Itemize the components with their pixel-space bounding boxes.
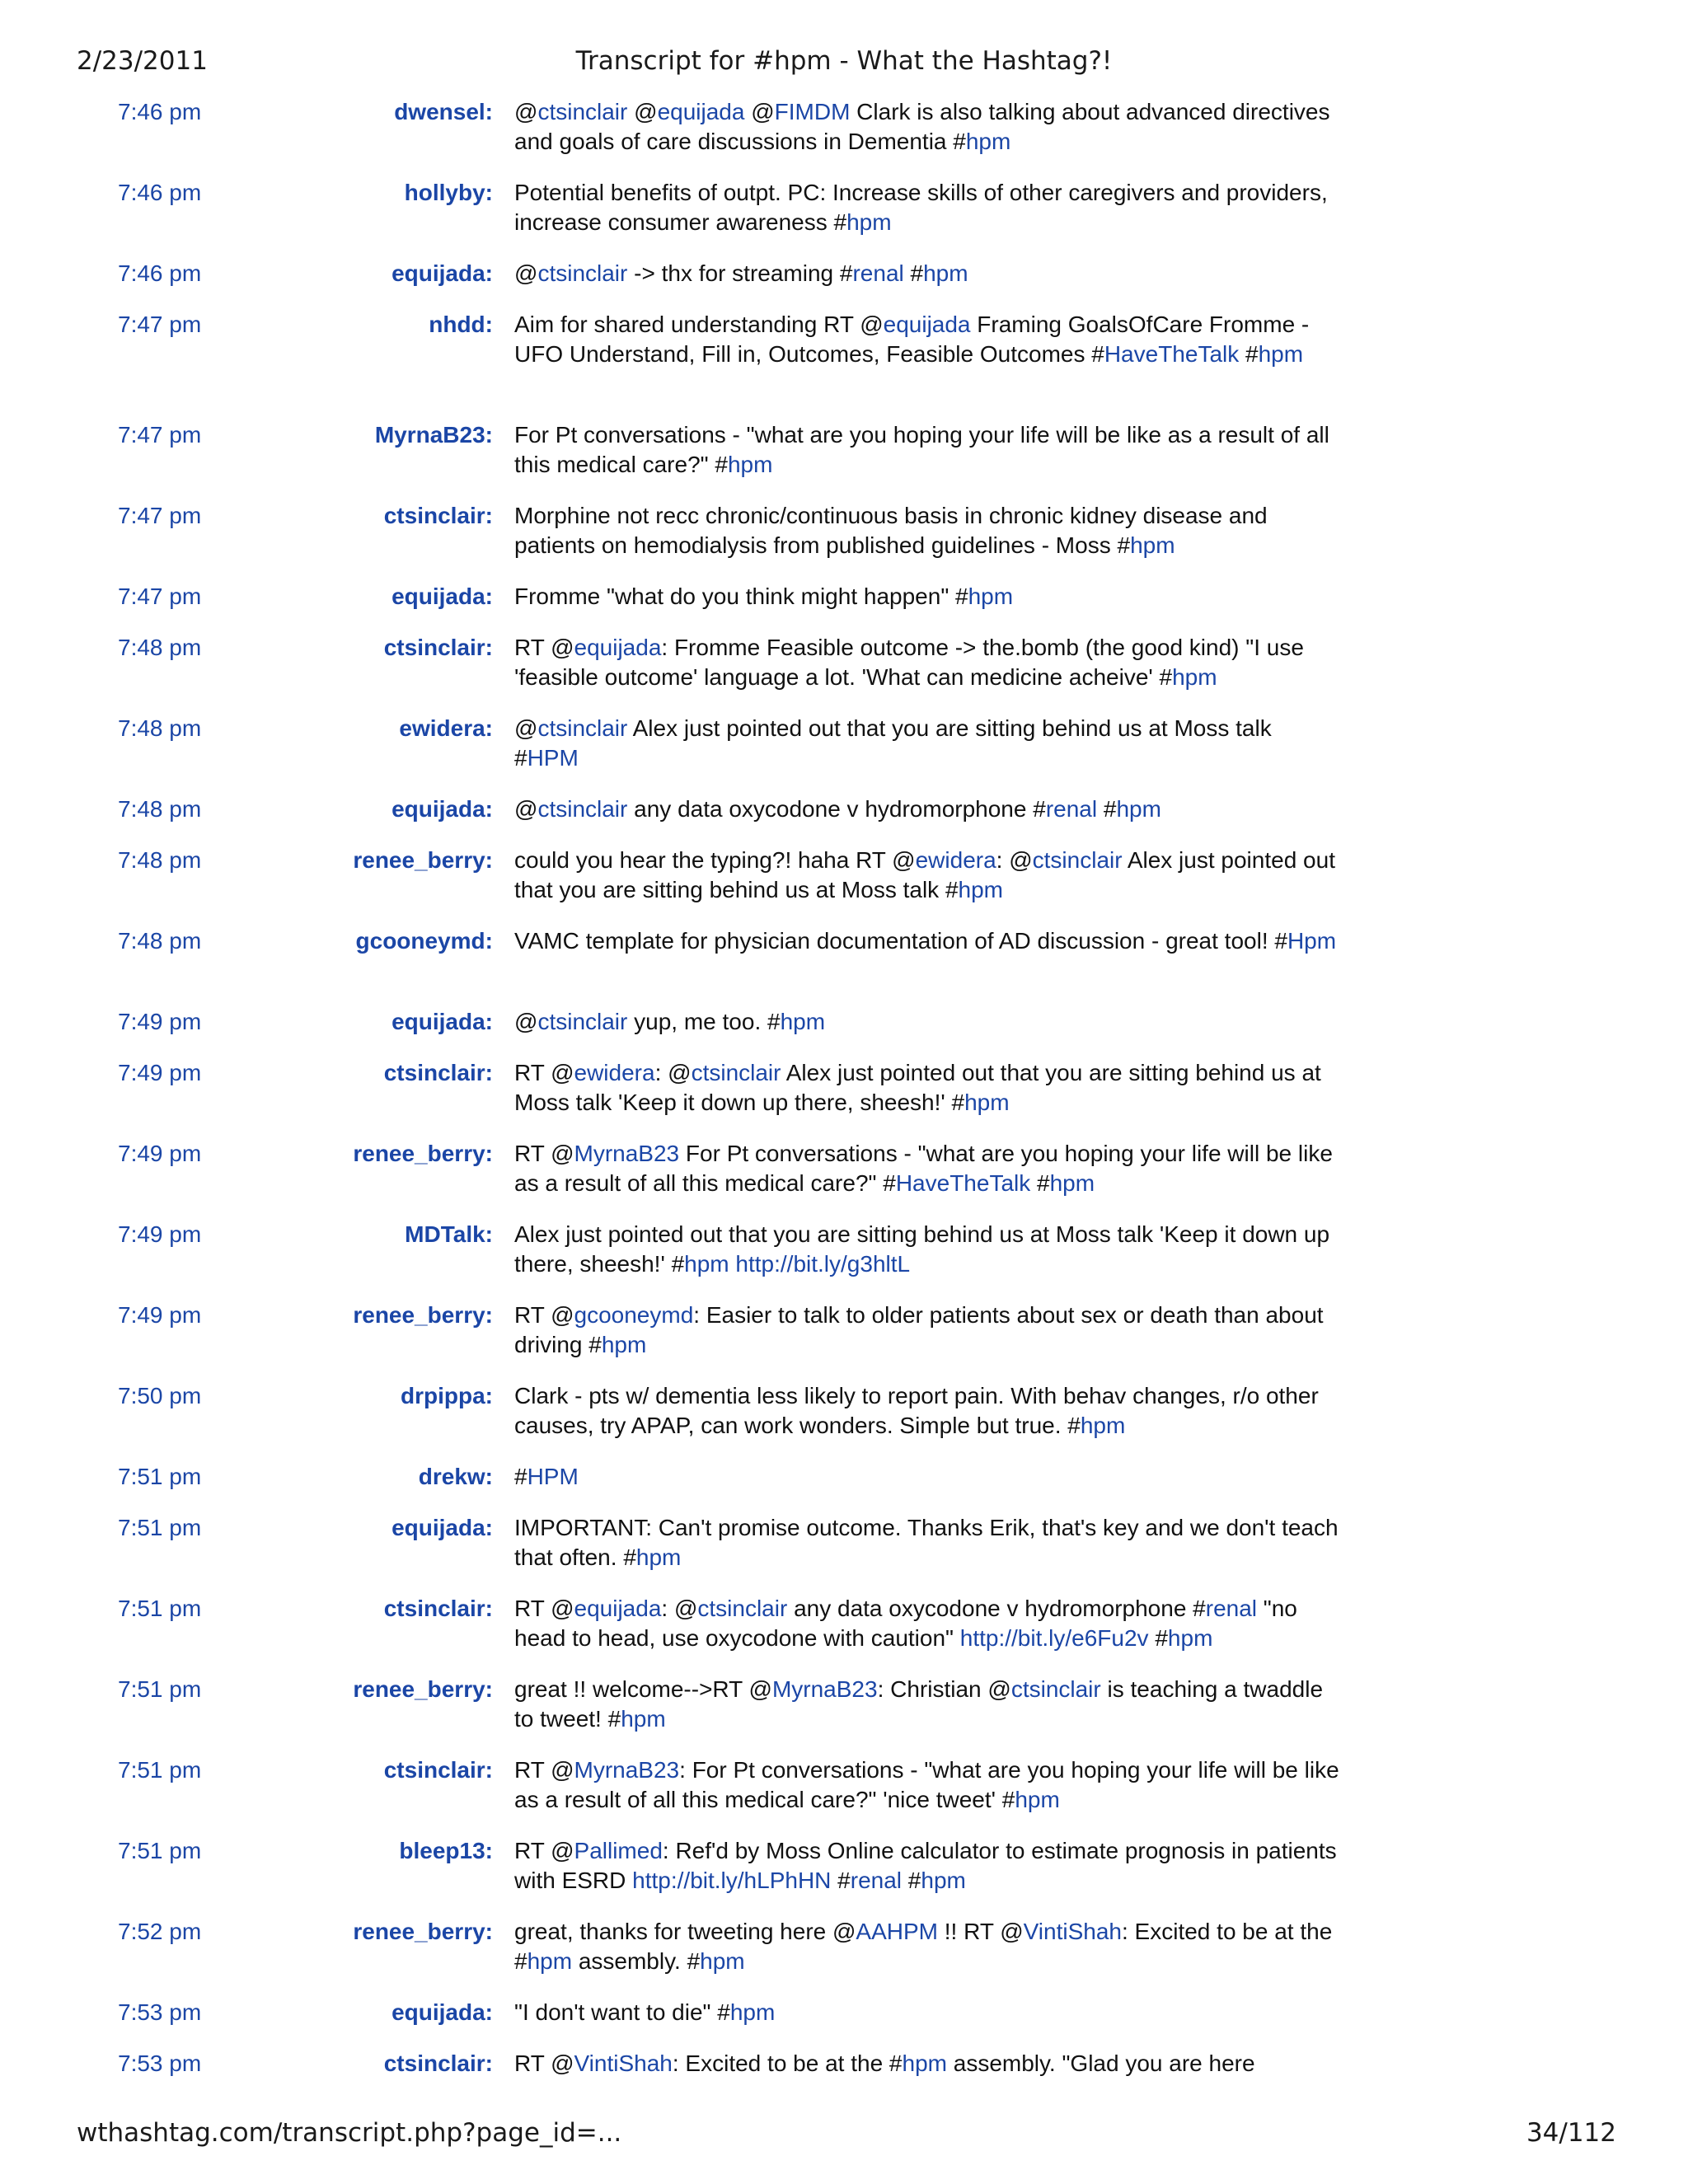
tweet-text-segment: # [902, 1868, 921, 1893]
tweet-text-segment: VAMC template for physician documentation of AD discussion - great tool! # [514, 928, 1287, 954]
tweet-text [514, 1836, 1340, 1896]
tweet-link[interactable]: ctsinclair [537, 796, 628, 822]
tweet-text [514, 1301, 1340, 1360]
tweet-link[interactable]: hpm [684, 1251, 729, 1277]
tweet-link[interactable]: HPM [527, 1464, 579, 1489]
transcript-row [0, 1998, 1688, 2049]
transcript-row [0, 420, 1688, 501]
tweet-link[interactable]: hpm [968, 583, 1014, 609]
tweet-text-segment: : Ref'd by Moss Online calculator to estimate prognosis in patients with ESRD [514, 1838, 1337, 1893]
tweet-text-segment: is teaching a twaddle to tweet! # [514, 1676, 1324, 1732]
tweet-text-segment: : Excited to be at the # [514, 1919, 1333, 1974]
tweet-text [514, 178, 1340, 237]
tweet-text-segment: @ [627, 99, 658, 124]
tweet-text [514, 1220, 1340, 1279]
page-number: 34/112 [1526, 2118, 1616, 2148]
tweet-text-segment: RT @ [514, 2050, 574, 2076]
tweet-text [514, 846, 1340, 905]
tweet-text-segment: : Fromme Feasible outcome -> the.bomb (the good kind) "I use 'feasible outcome' language a lot. 'What can medicine acheive' # [514, 635, 1304, 690]
tweet-text-segment: @ [514, 99, 538, 124]
tweet-text-segment: Clark is also talking about advanced directives and goals of care discussions in Dementia # [514, 99, 1330, 154]
tweet-link[interactable]: ctsinclair [537, 260, 628, 286]
tweet-text [514, 420, 1340, 480]
username-link[interactable]: equijada: [392, 796, 493, 822]
tweet-link[interactable]: hpm [923, 260, 968, 286]
tweet-time-link[interactable]: 7:48 pm [118, 847, 202, 873]
tweet-text [514, 501, 1340, 560]
tweet-text [514, 1998, 1340, 2027]
tweet-link[interactable]: ctsinclair [537, 715, 628, 741]
tweet-text-segment: "I don't want to die" # [514, 1999, 730, 2025]
page-title: Transcript for #hpm - What the Hashtag?! [575, 46, 1113, 76]
tweet-text-segment: : @ [661, 1596, 698, 1621]
tweet-time-link[interactable]: 7:51 pm [118, 1757, 202, 1783]
transcript-row [0, 1755, 1688, 1836]
tweet-time-link[interactable]: 7:49 pm [118, 1221, 202, 1247]
tweet-text-segment: @ [514, 260, 538, 286]
username-link[interactable]: ctsinclair: [383, 2050, 493, 2076]
tweet-text-segment: any data oxycodone v hydromorphone # [627, 796, 1046, 822]
tweet-text-segment: RT @ [514, 1838, 574, 1863]
transcript-row [0, 794, 1688, 846]
tweet-text-segment: Morphine not recc chronic/continuous basis in chronic kidney disease and patients on hemodialysis from published guidelines - Moss # [514, 503, 1268, 558]
transcript-row [0, 259, 1688, 310]
tweet-time-link[interactable]: 7:51 pm [118, 1464, 202, 1489]
tweet-time-link[interactable]: 7:49 pm [118, 1302, 202, 1328]
tweet-text [514, 633, 1340, 692]
tweet-link[interactable]: ewidera [915, 847, 996, 873]
tweet-text-segment: Potential benefits of outpt. PC: Increase skills of other caregivers and providers, increase consumer awareness # [514, 180, 1328, 235]
transcript-row [0, 1381, 1688, 1462]
transcript-row [0, 1058, 1688, 1139]
tweet-text [514, 1513, 1340, 1572]
tweet-time-link[interactable]: 7:50 pm [118, 1383, 202, 1408]
tweet-text-segment: -> thx for streaming # [627, 260, 853, 286]
tweet-link[interactable]: http://bit.ly/e6Fu2v [959, 1625, 1149, 1651]
tweet-text-segment: Alex just pointed out that you are sitting behind us at Moss talk 'Keep it down up there, sheesh!' # [514, 1060, 1321, 1115]
tweet-time-link[interactable]: 7:51 pm [118, 1515, 202, 1540]
tweet-text [514, 259, 1340, 288]
tweet-text [514, 1917, 1340, 1976]
tweet-text-segment: @ [514, 715, 538, 741]
tweet-text-segment: Aim for shared understanding RT @ [514, 312, 884, 337]
tweet-link[interactable]: hpm [1049, 1170, 1095, 1196]
tweet-link[interactable]: hpm [780, 1009, 826, 1034]
tweet-link[interactable]: AAHPM [856, 1919, 938, 1944]
tweet-link[interactable]: renal [1045, 796, 1098, 822]
tweet-text-segment: RT @ [514, 1302, 574, 1328]
tweet-text [514, 1755, 1340, 1815]
tweet-text-segment: : @ [996, 847, 1033, 873]
tweet-link[interactable]: FIMDM [774, 99, 851, 124]
tweet-text-segment: RT @ [514, 1596, 574, 1621]
username-link[interactable]: ctsinclair: [383, 1757, 493, 1783]
tweet-time-link[interactable]: 7:46 pm [118, 180, 202, 205]
tweet-time-link[interactable]: 7:51 pm [118, 1596, 202, 1621]
tweet-text-segment: Alex just pointed out that you are sitting behind us at Moss talk 'Keep it down up there, sheesh!' # [514, 1221, 1330, 1277]
username-link[interactable]: renee_berry: [353, 847, 493, 873]
tweet-link[interactable]: equijada [574, 1596, 662, 1621]
tweet-text [514, 714, 1340, 773]
username-link[interactable]: drpippa: [401, 1383, 493, 1408]
tweet-link[interactable]: gcooneymd [574, 1302, 694, 1328]
tweet-time-link[interactable]: 7:47 pm [118, 312, 202, 337]
transcript-row [0, 1139, 1688, 1220]
tweet-text-segment: assembly. # [572, 1948, 701, 1974]
transcript-row [0, 1220, 1688, 1301]
tweet-link[interactable]: ctsinclair [537, 1009, 628, 1034]
tweet-text-segment: # [831, 1868, 851, 1893]
tweet-text [514, 1139, 1340, 1198]
footer-url: wthashtag.com/transcript.php?page_id=... [77, 2118, 622, 2148]
tweet-link[interactable]: hpm [1172, 664, 1217, 690]
tweet-time-link[interactable]: 7:46 pm [118, 260, 202, 286]
tweet-text-segment: RT @ [514, 635, 574, 660]
tweet-link[interactable]: renal [1205, 1596, 1258, 1621]
username-link[interactable]: ctsinclair: [383, 1060, 493, 1085]
tweet-text [514, 1058, 1340, 1118]
tweet-text-segment: @ [744, 99, 775, 124]
transcript-row [0, 582, 1688, 633]
tweet-text-segment: great, thanks for tweeting here @ [514, 1919, 856, 1944]
tweet-link[interactable]: VintiShah [1023, 1919, 1122, 1944]
tweet-time-link[interactable]: 7:47 pm [118, 503, 202, 528]
username-link[interactable]: bleep13: [399, 1838, 493, 1863]
tweet-time-link[interactable]: 7:46 pm [118, 99, 202, 124]
tweet-link[interactable]: hpm [601, 1332, 647, 1357]
page-header [0, 43, 1688, 79]
tweet-link[interactable]: ctsinclair [1010, 1676, 1101, 1702]
tweet-text [514, 97, 1340, 157]
tweet-link[interactable]: equijada [883, 312, 971, 337]
username-link[interactable]: drekw: [418, 1464, 493, 1489]
username-link[interactable]: equijada: [392, 1515, 493, 1540]
transcript-row [0, 178, 1688, 259]
tweet-link[interactable]: hpm [964, 1090, 1010, 1115]
tweet-text [514, 1462, 1340, 1492]
tweet-text-segment: "no head to head, use oxycodone with caution" [514, 1596, 1297, 1651]
transcript-row [0, 310, 1688, 420]
transcript-row [0, 633, 1688, 714]
tweet-text-segment: : @ [654, 1060, 692, 1085]
tweet-text-segment: IMPORTANT: Can't promise outcome. Thanks Erik, that's key and we don't teach that often. # [514, 1515, 1339, 1570]
tweet-link[interactable]: ctsinclair [697, 1596, 788, 1621]
tweet-time-link[interactable]: 7:49 pm [118, 1060, 202, 1085]
tweet-text-segment: # [514, 1464, 528, 1489]
transcript-row [0, 926, 1688, 1007]
tweet-text [514, 1007, 1340, 1037]
tweet-link[interactable]: hpm [1167, 1625, 1213, 1651]
transcript-row [0, 501, 1688, 582]
transcript-row [0, 1594, 1688, 1675]
tweet-text-segment: # [1239, 341, 1259, 367]
tweet-text-segment: great !! welcome-->RT @ [514, 1676, 772, 1702]
tweet-link[interactable]: hpm [846, 209, 892, 235]
username-link[interactable]: equijada: [392, 583, 493, 609]
username-link[interactable]: ctsinclair: [383, 635, 493, 660]
tweet-text-segment: # [1148, 1625, 1168, 1651]
tweet-link[interactable]: MyrnaB23 [574, 1141, 680, 1166]
tweet-text-segment: # [1097, 796, 1117, 822]
username-link[interactable]: ctsinclair: [383, 1596, 493, 1621]
tweet-link[interactable]: hpm [958, 877, 1003, 902]
tweet-text [514, 310, 1340, 369]
tweet-text-segment: # [903, 260, 924, 286]
transcript-row [0, 1301, 1688, 1381]
print-date: 2/23/2011 [77, 46, 208, 76]
transcript-row [0, 2049, 1688, 2100]
tweet-text-segment: Fromme "what do you think might happen" # [514, 583, 968, 609]
transcript-row [0, 714, 1688, 794]
tweet-link[interactable]: hpm [1258, 341, 1304, 367]
tweet-text-segment: : Christian @ [877, 1676, 1011, 1702]
tweet-link[interactable]: hpm [1015, 1787, 1060, 1812]
tweet-link[interactable]: hpm [621, 1706, 666, 1732]
tweet-text-segment: RT @ [514, 1060, 574, 1085]
tweet-text-segment: @ [514, 796, 538, 822]
tweet-time-link[interactable]: 7:51 pm [118, 1676, 202, 1702]
tweet-text-segment: !! RT @ [938, 1919, 1024, 1944]
tweet-text-segment: assembly. "Glad you are here [946, 2050, 1255, 2076]
tweet-link[interactable]: VintiShah [574, 2050, 673, 2076]
tweet-link[interactable]: equijada [574, 635, 662, 660]
tweet-text-segment: Alex just pointed out that you are sitting behind us at Moss talk # [514, 847, 1335, 902]
tweet-text [514, 926, 1340, 956]
username-link[interactable]: ewidera: [399, 715, 493, 741]
tweet-time-link[interactable]: 7:49 pm [118, 1141, 202, 1166]
tweet-link[interactable]: hpm [921, 1868, 966, 1893]
tweet-text-segment: any data oxycodone v hydromorphone # [787, 1596, 1206, 1621]
tweet-text-segment: RT @ [514, 1141, 574, 1166]
transcript-row [0, 1007, 1688, 1058]
tweet-link[interactable]: hpm [635, 1544, 682, 1570]
tweet-link[interactable]: Hpm [1287, 928, 1337, 954]
username-link[interactable]: equijada: [392, 1009, 493, 1034]
tweet-text-segment: yup, me too. # [627, 1009, 781, 1034]
tweet-link[interactable]: Pallimed [574, 1838, 663, 1863]
tweet-text [514, 794, 1340, 824]
tweet-link[interactable]: http://bit.ly/g3hltL [735, 1251, 911, 1277]
tweet-text-segment: For Pt conversations - "what are you hoping your life will be like as a result of all this medical care?" # [514, 422, 1329, 477]
tweet-link[interactable]: HaveTheTalk [1104, 341, 1240, 367]
username-link[interactable]: hollyby: [404, 180, 493, 205]
transcript-row [0, 1675, 1688, 1755]
username-link[interactable]: equijada: [392, 1999, 493, 2025]
tweet-text-segment: could you hear the typing?! haha RT @ [514, 847, 916, 873]
tweet-time-link[interactable]: 7:47 pm [118, 422, 202, 448]
tweet-time-link[interactable]: 7:48 pm [118, 715, 202, 741]
tweet-link[interactable]: ewidera [574, 1060, 655, 1085]
username-link[interactable]: MDTalk: [405, 1221, 493, 1247]
tweet-time-link[interactable]: 7:51 pm [118, 1838, 202, 1863]
tweet-time-link[interactable]: 7:53 pm [118, 1999, 202, 2025]
tweet-link[interactable]: hpm [965, 129, 1011, 154]
username-link[interactable]: ctsinclair: [383, 503, 493, 528]
tweet-link[interactable]: ctsinclair [1032, 847, 1123, 873]
tweet-link[interactable]: hpm [729, 1999, 776, 2025]
tweet-link[interactable]: equijada [657, 99, 745, 124]
username-link[interactable]: renee_berry: [353, 1141, 493, 1166]
tweet-text-segment: Clark - pts w/ dementia less likely to report pain. With behav changes, r/o other causes, try APAP, can work wonders. Simple but true. # [514, 1383, 1319, 1438]
username-link[interactable]: renee_berry: [353, 1676, 493, 1702]
tweet-text [514, 1675, 1340, 1734]
tweet-time-link[interactable]: 7:49 pm [118, 1009, 202, 1034]
tweet-link[interactable]: HPM [527, 745, 579, 771]
tweet-link[interactable]: ctsinclair [537, 99, 628, 124]
tweet-text-segment: For Pt conversations - "what are you hoping your life will be like as a result of all this medical care?" # [514, 1141, 1333, 1196]
transcript-row [0, 1836, 1688, 1917]
tweet-text-segment: : Easier to talk to older patients about sex or death than about driving # [514, 1302, 1324, 1357]
tweet-link[interactable]: hpm [1080, 1413, 1126, 1438]
tweet-text [514, 1594, 1340, 1653]
tweet-time-link[interactable]: 7:48 pm [118, 796, 202, 822]
username-link[interactable]: dwensel: [394, 99, 493, 124]
tweet-text-segment: : Excited to be at the # [672, 2050, 903, 2076]
username-link[interactable]: renee_berry: [353, 1302, 493, 1328]
tweet-time-link[interactable]: 7:47 pm [118, 583, 202, 609]
tweet-link[interactable]: hpm [727, 452, 773, 477]
username-link[interactable]: MyrnaB23: [374, 422, 493, 448]
tweet-text-segment: Framing GoalsOfCare Fromme -UFO Understand, Fill in, Outcomes, Feasible Outcomes # [514, 312, 1310, 367]
tweet-time-link[interactable]: 7:53 pm [118, 2050, 202, 2076]
transcript-row [0, 97, 1688, 178]
tweet-text [514, 2049, 1340, 2079]
tweet-link[interactable]: hpm [700, 1948, 745, 1974]
tweet-link[interactable]: hpm [902, 2050, 947, 2076]
tweet-text-segment: # [1030, 1170, 1050, 1196]
tweet-text [514, 1381, 1340, 1441]
tweet-time-link[interactable]: 7:48 pm [118, 928, 202, 954]
username-link[interactable]: equijada: [392, 260, 493, 286]
tweet-link[interactable]: ctsinclair [691, 1060, 781, 1085]
tweet-link[interactable]: MyrnaB23 [771, 1676, 878, 1702]
transcript-list [0, 97, 1688, 2100]
tweet-time-link[interactable]: 7:48 pm [118, 635, 202, 660]
username-link[interactable]: gcooneymd: [355, 928, 493, 954]
tweet-text [514, 582, 1340, 612]
tweet-link[interactable]: hpm [1130, 532, 1175, 558]
tweet-text-segment: : For Pt conversations - "what are you hoping your life will be like as a result of all this medical care?" 'nice tweet' # [514, 1757, 1339, 1812]
transcript-row [0, 1513, 1688, 1594]
tweet-text-segment: RT @ [514, 1757, 574, 1783]
tweet-link[interactable]: MyrnaB23 [574, 1757, 680, 1783]
tweet-text-segment: @ [514, 1009, 538, 1034]
tweet-link[interactable]: hpm [1116, 796, 1161, 822]
tweet-time-link[interactable]: 7:52 pm [118, 1919, 202, 1944]
tweet-link[interactable]: HaveTheTalk [895, 1170, 1031, 1196]
tweet-link[interactable]: renal [850, 1868, 903, 1893]
page-footer [0, 2115, 1688, 2151]
username-link[interactable]: renee_berry: [353, 1919, 493, 1944]
transcript-row [0, 1462, 1688, 1513]
tweet-link[interactable]: renal [852, 260, 904, 286]
tweet-link[interactable]: http://bit.ly/hLPhHN [632, 1868, 832, 1893]
tweet-link[interactable]: hpm [527, 1948, 573, 1974]
transcript-row [0, 1917, 1688, 1998]
transcript-row [0, 846, 1688, 926]
username-link[interactable]: nhdd: [429, 312, 493, 337]
tweet-text-segment: Alex just pointed out that you are sitting behind us at Moss talk # [514, 715, 1272, 771]
